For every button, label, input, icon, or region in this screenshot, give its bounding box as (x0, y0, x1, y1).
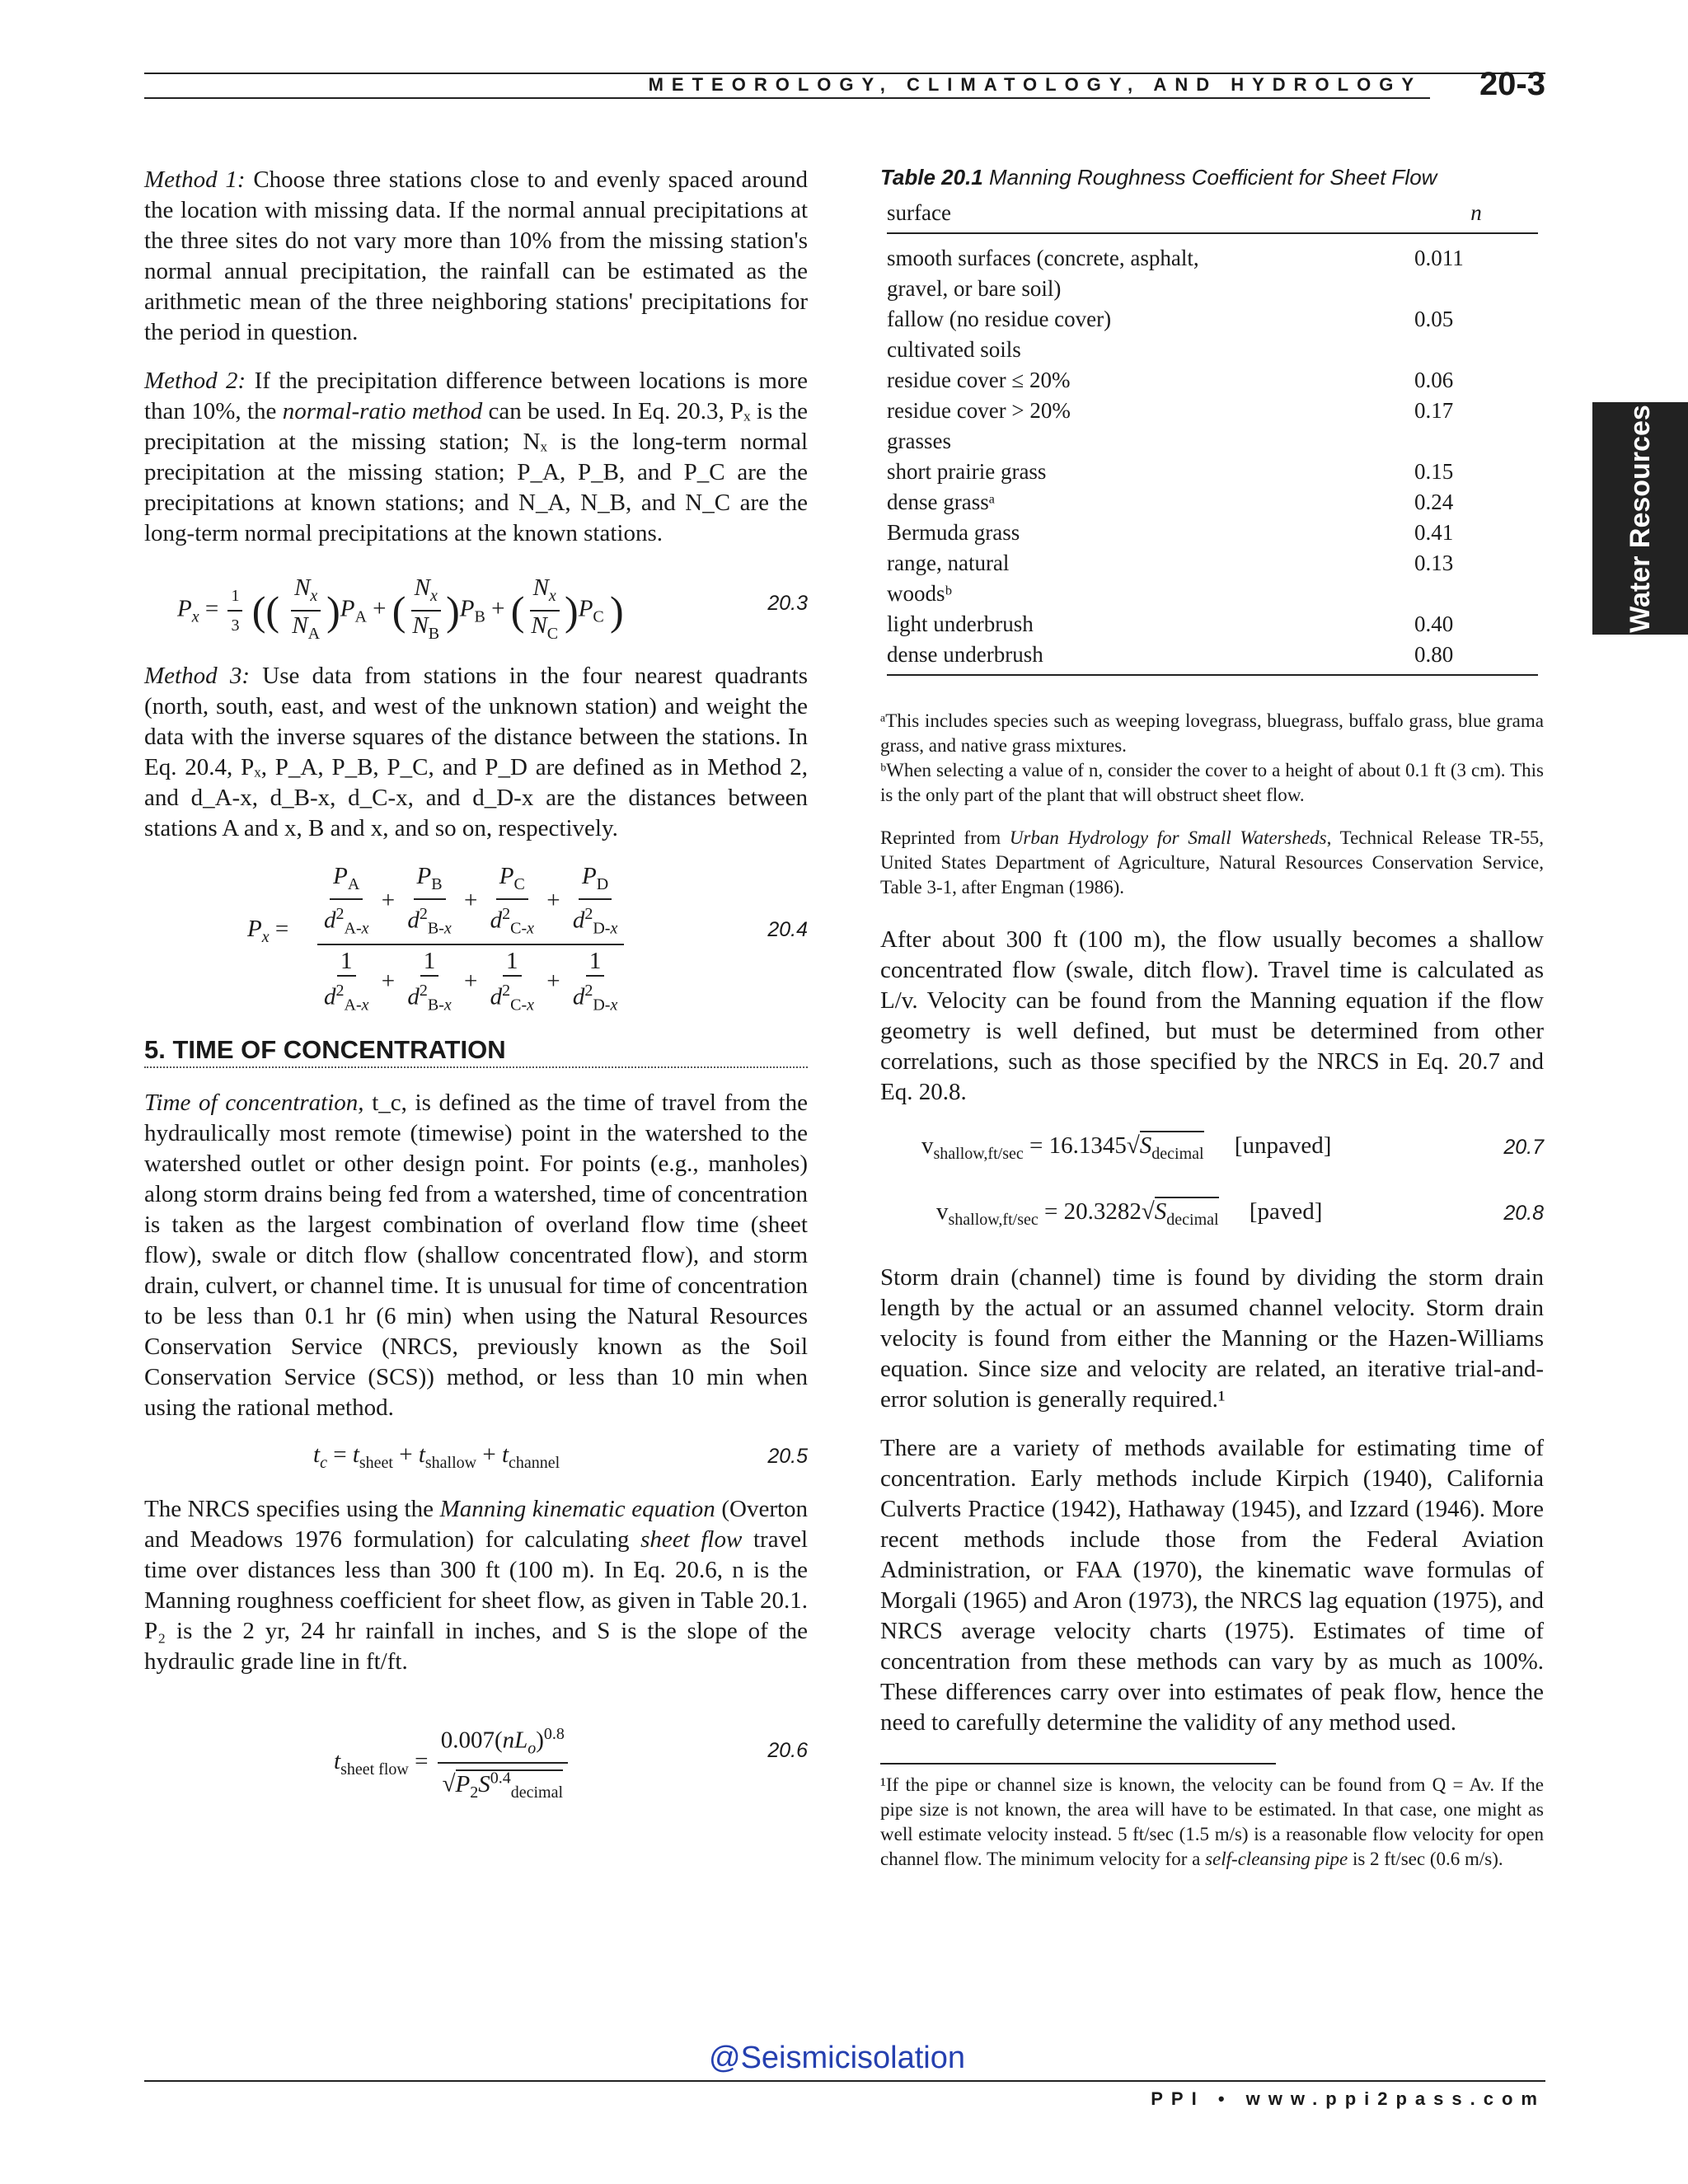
table-header-row (887, 197, 1538, 233)
table-row (887, 579, 1538, 609)
table-source (880, 826, 1544, 900)
n-value-cell: 0.06 (1414, 368, 1454, 392)
eq208-note: [paved] (1249, 1198, 1323, 1225)
table-row (887, 233, 1538, 274)
side-tab-label: Water Resources (1624, 404, 1656, 633)
section-side-tab (1592, 402, 1688, 635)
column-header-surface: surface (887, 197, 1414, 233)
surface-cell: dense underbrush (887, 640, 1414, 675)
table-row (887, 518, 1538, 548)
table-row (887, 304, 1538, 335)
watermark: @Seismicisolation (709, 2041, 966, 2075)
table-row (887, 609, 1538, 640)
equation-20-7: $v_{shallow,ft/sec} = 16.1345√S_{decimal}$ [unpaved] 20.7 (921, 1132, 1544, 1163)
n-value-cell: 0.40 (1414, 612, 1454, 636)
method3-text: Use data from stations in the four nearest quadrants (north, south, east, and west of the unknown station) and weight the data with the inverse squares of the distance between the stations. In Eq. 20.4, Pₓ, P_A, P_B, P_C, and P_D are defined as in Method 2, and d_A-x, d_B-x, d_C-x, and d_D-x are the distances between stations A and x, B and x, and so on, respectively. (144, 663, 809, 841)
equation-number: 20.6 (767, 1739, 808, 1762)
surface-cell: range, natural (887, 551, 1010, 575)
table-row (887, 426, 1538, 457)
table-title: Manning Roughness Coefficient for Sheet Flow (989, 165, 1437, 190)
toc-term: Time of concentration, (144, 1090, 364, 1116)
header-title: METEOROLOGY, CLIMATOLOGY, AND HYDROLOGY (648, 74, 1422, 95)
method3-paragraph (144, 661, 808, 844)
table-row (887, 335, 1538, 365)
nrcs-text-a: The NRCS specifies using the (144, 1496, 434, 1522)
section-heading: 5. TIME OF CONCENTRATION (144, 1035, 808, 1068)
nrcs-text-b: (Overton and Meadows 1976 formulation) for calculating (144, 1496, 809, 1553)
surface-cell: dense grassᵃ (887, 490, 996, 514)
n-value-cell (1414, 426, 1538, 457)
surface-cell: cultivated soils (887, 337, 1021, 362)
footnote-rule (880, 1763, 1276, 1765)
equation-number: 20.4 (767, 918, 808, 941)
footnote1-term: self-cleansing pipe (1205, 1849, 1348, 1869)
n-value-cell: 0.17 (1414, 398, 1454, 423)
table-footnote-a: ᵃThis includes species such as weeping lovegrass, bluegrass, buffalo grass, blue grama grass, and native grass mixtures. (880, 710, 1544, 756)
table-row (887, 457, 1538, 487)
equation-20-3: $P_x$ = $\frac{1}{3}$ (( $\frac{N_x}{N_A}$ )$P_A$ + ( $\frac{N_x}{N_B}$ )$P_B$ + ( $\frac{N_x}{N_C}$ )$P_C$ ) 20.3 (177, 574, 808, 643)
nrcs-text-c: travel time over distances less than 300 ft (100 m). In Eq. 20.6, n is the Manning roughness coefficient for sheet flow, as given in Table 20.1. P₂ is the 2 yr, 24 hr rainfall in inches, and S is the slope of the hydraulic grade line in ft/ft. (144, 1526, 809, 1675)
eq208-coefficient: 20.3282 (1063, 1198, 1142, 1225)
surface-cell: light underbrush (887, 612, 1034, 636)
equation-number: 20.8 (1503, 1202, 1544, 1225)
method2-text-b: can be used. In Eq. 20.3, Pₓ is the precipitation at the missing station; Nₓ is the long-term normal precipitation at the missing station; P_A, P_B, and P_C are the precipitations at known stations; and N_A, N_B, and N_C are the long-term normal precipitations at the known stations. (144, 398, 808, 546)
footer-text: PPI • www.ppi2pass.com (1151, 2088, 1545, 2109)
table-row (887, 396, 1538, 426)
equation-20-8: $v_{shallow,ft/sec} = 20.3282√S_{decimal}$ [paved] 20.8 (936, 1198, 1544, 1229)
table-footnote-b: ᵇWhen selecting a value of n, consider the cover to a height of about 0.1 ft (3 cm). This is the only part of the plant that will obstruct sheet flow. (880, 760, 1544, 805)
eq207-coefficient: 16.1345 (1048, 1132, 1127, 1159)
method1-text: Choose three stations close to and evenly spaced around the location with missing data. If the normal annual precipitations at the three sites do not vary more than 10% from the missing station's normal annual precipitation, the rainfall can be estimated as the arithmetic mean of the three neighboring stations' precipitations for the period in question. (144, 166, 808, 345)
table-body (887, 233, 1538, 675)
table-row (887, 274, 1538, 304)
footnote1-text-a: ¹If the pipe or channel size is known, the velocity can be found from Q = Av. If the pipe size is not known, the area will have to be estimated. In that case, one might as well estimate velocity instead. 5 ft/sec (1.5 m/s) is a reasonable flow velocity for open channel flow. The minimum velocity for a (880, 1774, 1544, 1869)
source-title: Urban Hydrology for Small Watersheds (1009, 827, 1327, 848)
table-label: Table 20.1 (880, 165, 983, 190)
nrcs-term2: sheet flow (640, 1526, 743, 1553)
toc-paragraph (144, 1088, 808, 1423)
equation-number: 20.5 (767, 1445, 808, 1468)
running-header (144, 64, 1545, 107)
eq207-note: [unpaved] (1234, 1132, 1332, 1159)
n-value-cell: 0.24 (1414, 490, 1454, 514)
n-value-cell: 0.41 (1414, 520, 1454, 545)
surface-cell: grasses (887, 429, 951, 453)
page-footnote-1 (880, 1773, 1544, 1872)
right-column (880, 165, 1544, 1872)
method1-label: Method 1: (144, 166, 246, 193)
methods-paragraph: There are a variety of methods available for estimating time of concentration. Early methods include Kirpich (1940), California Culverts Practice (1942), Hathaway (1945), and Izzard (1946). More recent methods include those from the Federal Aviation Administration, or FAA (1970), the kinematic wave formulas of Morgali (1965) and Aron (1973), the NRCS lag equation (1975), and NRCS average velocity charts (1975). Estimates of time of concentration from these methods can vary by as much as 100%. These differences carry over into estimates of peak flow, hence the need to carefully determine the validity of any method used. (880, 1435, 1544, 1736)
method2-paragraph (144, 366, 808, 549)
method2-label: Method 2: (144, 368, 246, 394)
equation-20-4: $P_x$ = $\frac{P_A}{d^2_{A-x}}$ + $\frac{P_B}{d^2_{B-x}}$ + $\frac{P_C}{d^2_{C-x}}$ + $\frac{P_D}{d^2_{D-x}}$ $\frac{1}{d^2_{A-x}}$ + $\frac{1}{d^2_{B-x}}$ + $\frac{1}{d^2_{C-x}}$ + $\frac{1}{d^2_{D-x}}$ 20.4 (247, 863, 808, 1015)
footnote1-text-b: is 2 ft/sec (0.6 m/s). (1352, 1849, 1503, 1869)
equation-20-6: $t_{sheet flow}$ = $\frac{0.007(nL_o)^{0.8}}{√P_2S^{0.4}_{decimal}}$ 20.6 (144, 1702, 808, 1784)
method2-term: normal-ratio method (282, 398, 483, 424)
table-row (887, 548, 1538, 579)
nrcs-paragraph (144, 1494, 808, 1677)
toc-text: t_c, is defined as the time of travel from the hydraulically most remote (timewise) point in the watershed to the watershed outlet or other design point. For points (e.g., manholes) along storm drains being fed from a watershed, time of concentration is taken as the largest combination of overland flow time (sheet flow), swale or ditch flow (shallow concentrated flow), and storm drain, culvert, or channel time. It is unusual for time of concentration to be less than 0.1 hr (6 min) when using the Natural Resources Conservation Service (NRCS, previously known as the Soil Conservation Service (SCS)) method, or less than 10 min when using the rational method. (144, 1090, 809, 1421)
surface-cell: gravel, or bare soil) (887, 276, 1062, 301)
n-value-cell (1414, 274, 1538, 304)
column-header-n: n (1414, 197, 1538, 233)
equation-number: 20.7 (1503, 1136, 1544, 1159)
left-column (144, 165, 808, 1804)
source-text-a: Reprinted from (880, 827, 1001, 848)
surface-cell: fallow (no residue cover) (887, 307, 1112, 331)
method1-paragraph (144, 165, 808, 348)
manning-table (887, 197, 1538, 676)
n-value-cell: 0.05 (1414, 307, 1454, 331)
surface-cell: Bermuda grass (887, 520, 1020, 545)
surface-cell: smooth surfaces (concrete, asphalt, (887, 246, 1199, 270)
n-value-cell: 0.15 (1414, 459, 1454, 484)
page-number: 20-3 (1479, 66, 1545, 102)
nrcs-term1: Manning kinematic equation (439, 1496, 715, 1522)
table-row (887, 365, 1538, 396)
table-row (887, 487, 1538, 518)
n-value-cell: 0.80 (1414, 640, 1538, 675)
header-rule-lower (144, 97, 1430, 99)
source-text-b: , Technical Release TR-55, United States Department of Agriculture, Natural Resources Conservation Service, Table 3-1, after Engman (1986). (880, 827, 1545, 898)
n-value-cell: 0.13 (1414, 551, 1454, 575)
table-row (887, 640, 1538, 675)
page-footer (144, 2080, 1545, 2109)
footer-rule (144, 2080, 1545, 2082)
storm-drain-paragraph: Storm drain (channel) time is found by dividing the storm drain length by the actual or an assumed channel velocity. Storm drain velocity is found from either the Manning or the Hazen-Williams equation. Since size and velocity are related, an iterative trial-and-error solution is generally required.¹ (880, 1264, 1544, 1413)
surface-cell: woodsᵇ (887, 581, 952, 606)
table-caption (880, 165, 1544, 190)
equation-number: 20.3 (767, 592, 808, 615)
surface-cell: residue cover > 20% (887, 398, 1071, 423)
n-value-cell: 0.011 (1414, 246, 1464, 270)
surface-cell: short prairie grass (887, 459, 1047, 484)
surface-cell: residue cover ≤ 20% (887, 368, 1071, 392)
n-value-cell (1414, 335, 1538, 365)
equation-20-5: $t_c = t_{sheet} + t_{shallow} + t_{channel}$ 20.5 (313, 1441, 808, 1472)
n-value-cell (1414, 579, 1538, 609)
method3-label: Method 3: (144, 663, 251, 689)
method2-text-a: If the precipitation difference between locations is more than 10%, the (144, 368, 808, 424)
shallow-flow-paragraph: After about 300 ft (100 m), the flow usually becomes a shallow concentrated flow (swale, ditch flow). Travel time is calculated as L/v. Velocity can be found from the Manning equation if the flow geometry is well defined, but must be determined from other correlations, such as those specified by the NRCS in Eq. 20.7 and Eq. 20.8. (880, 926, 1544, 1105)
